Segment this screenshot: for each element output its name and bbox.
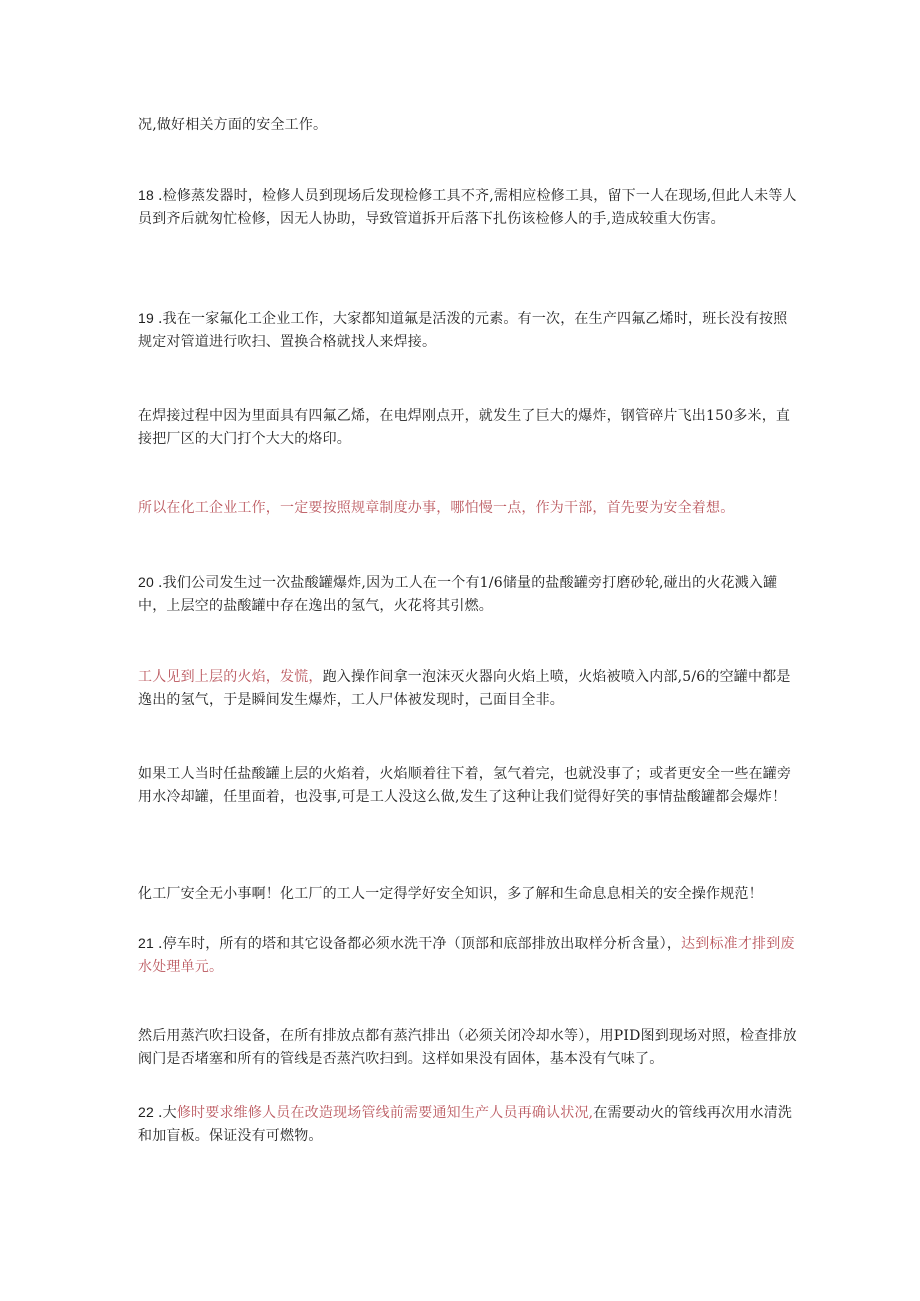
item-number: 21 — [138, 935, 154, 951]
item-number: 22 — [138, 1104, 154, 1120]
paragraph-21 — [138, 932, 798, 979]
item-number: 20 — [138, 574, 154, 590]
paragraph-text: .停车时，所有的塔和其它设备都必须水洗干净（顶部和底部排放出取样分析含量）， — [157, 936, 682, 952]
paragraph-20-reflection — [138, 763, 798, 809]
highlighted-text: 工人见到上层的火焰，发慌， — [138, 669, 323, 685]
paragraph-text: 如果工人当时任盐酸罐上层的火焰着，火焰顺着往下着，氢气着完，也就没事了；或者更安全一些在罐旁用水冷却罐，任里面着，也没事,可是工人没这么做,发生了这种让我们觉得好笑的事情盐酸罐都会爆炸！ — [138, 766, 792, 805]
paragraph-text: 化工厂安全无小事啊！化工厂的工人一定得学好安全知识，多了解和生命息息相关的安全操作规范！ — [138, 886, 763, 902]
item-number: 19 — [138, 310, 154, 326]
paragraph-20 — [138, 571, 798, 618]
paragraph-text: 跑入操作间拿一泡沫灭火器向火焰上喷，火焰被喷入内部,5/6的空罐中都是逸出的氢气，于是瞬间发生爆炸，工人尸体被发现时，己面目全非。 — [138, 669, 791, 708]
item-number: 18 — [138, 187, 154, 203]
paragraph-20-fire — [138, 666, 798, 712]
paragraph-text: 在需要动火的管线再次用水清洗和加盲板。保证没有可燃物。 — [138, 1105, 793, 1144]
paragraph-21-steam — [138, 1025, 798, 1071]
paragraph-text: 况,做好相关方面的安全工作。 — [138, 117, 328, 133]
paragraph-text: .我们公司发生过一次盐酸罐爆炸,因为工人在一个有1/6储量的盐酸罐旁打磨砂轮,碰出的火花溅入罐中，上层空的盐酸罐中存在逸出的氢气，火花将其引燃。 — [138, 575, 778, 614]
paragraph-19-explosion — [138, 405, 798, 451]
paragraph-18 — [138, 184, 798, 231]
paragraph-text: .大 — [157, 1105, 177, 1121]
paragraph-text: 在焊接过程中因为里面具有四氟乙烯，在电焊刚点开，就发生了巨大的爆炸，钢管碎片飞出150多米，直接把厂区的大门打个大大的烙印。 — [138, 408, 791, 447]
paragraph-20-summary — [138, 883, 798, 906]
paragraph-19 — [138, 307, 798, 354]
highlighted-text: 达到标准才排到废水处理单元。 — [138, 936, 795, 975]
paragraph-19-lesson — [138, 497, 808, 520]
paragraph-text: 然后用蒸汽吹扫设备，在所有排放点都有蒸汽排出（必须关闭冷却水等），用PID图到现场对照，检查排放阀门是否堵塞和所有的管线是否蒸汽吹扫到。这样如果没有固体，基本没有气味了。 — [138, 1028, 797, 1067]
paragraph-intro — [138, 114, 798, 137]
highlighted-text: 所以在化工企业工作，一定要按照规章制度办事，哪怕慢一点，作为干部，首先要为安全着想。 — [138, 500, 735, 516]
paragraph-text: .检修蒸发器时，检修人员到现场后发现检修工具不齐,需相应检修工具，留下一人在现场,但此人未等人员到齐后就匆忙检修，因无人协助，导致管道拆开后落下扎伤该检修人的手,造成较重大伤害。 — [138, 188, 797, 227]
highlighted-text: 修时要求维修人员在改造现场管线前需要通知生产人员再确认状况, — [176, 1105, 594, 1121]
paragraph-22 — [138, 1101, 798, 1148]
paragraph-text: .我在一家氟化工企业工作，大家都知道氟是活泼的元素。有一次，在生产四氟乙烯时，班长没有按照规定对管道进行吹扫、置换合格就找人来焊接。 — [138, 311, 788, 350]
